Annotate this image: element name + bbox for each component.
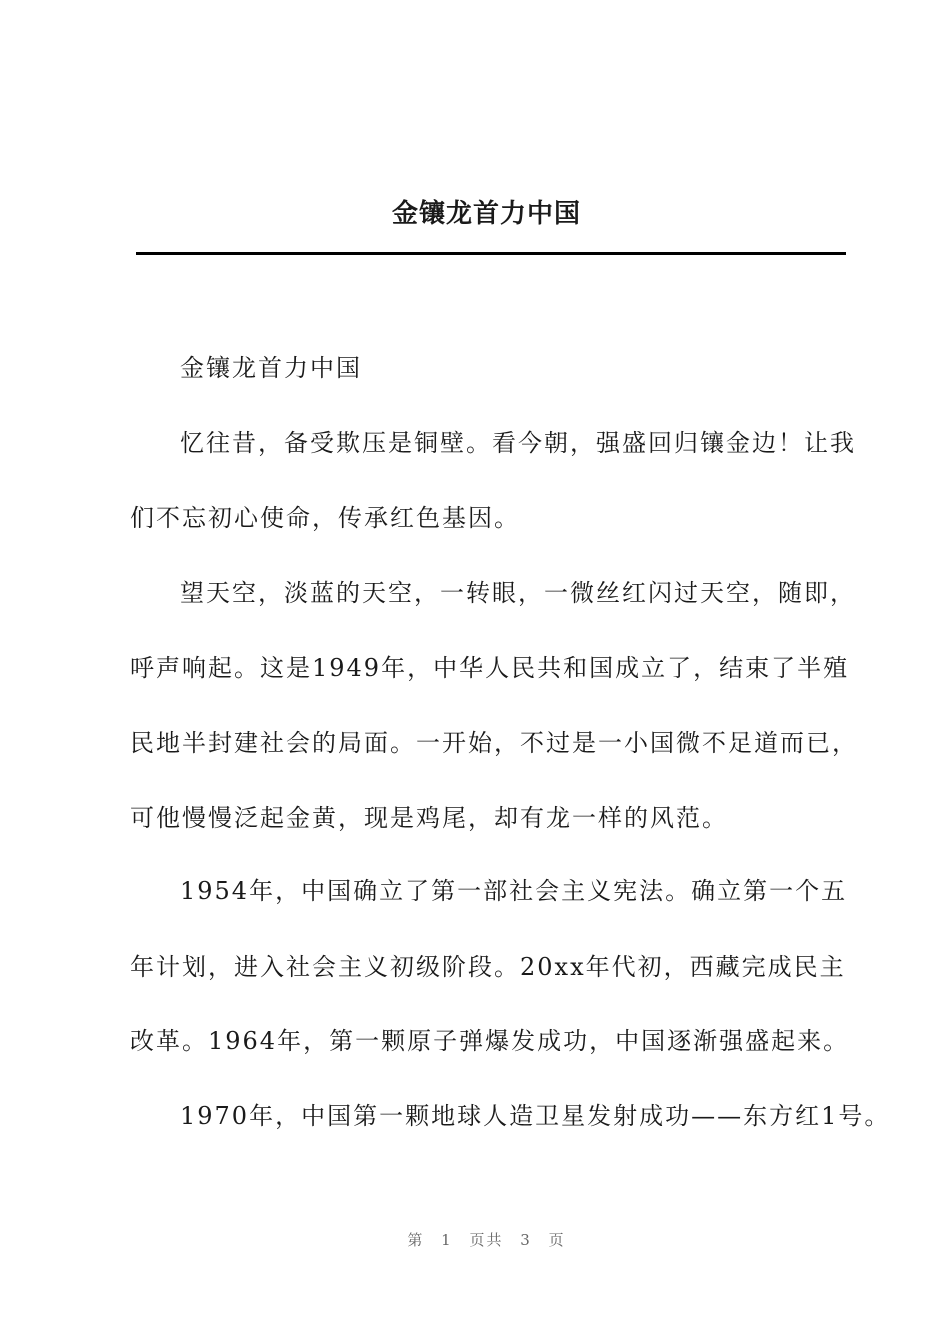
paragraph-line: 民地半封建社会的局面。一开始，不过是一小国微不足道而已， bbox=[130, 729, 858, 757]
paragraph-line: 望天空，淡蓝的天空，一转眼，一微丝红闪过天空，随即， bbox=[180, 579, 856, 607]
paragraph-line: 1970年，中国第一颗地球人造卫星发射成功——东方红1号。 bbox=[180, 1102, 891, 1130]
page-number-footer: 第 1 页共 3 页 bbox=[407, 1231, 566, 1249]
page-title: 金镶龙首力中国 bbox=[391, 199, 581, 229]
title-divider bbox=[136, 252, 846, 255]
paragraph-line: 可他慢慢泛起金黄，现是鸡尾，却有龙一样的风范。 bbox=[130, 804, 728, 832]
paragraph-line: 忆往昔，备受欺压是铜壁。看今朝，强盛回归镶金边！让我 bbox=[180, 429, 856, 457]
paragraph-line: 1954年，中国确立了第一部社会主义宪法。确立第一个五 bbox=[180, 877, 848, 905]
paragraph-line: 呼声响起。这是1949年，中华人民共和国成立了，结束了半殖 bbox=[130, 654, 850, 682]
paragraph-line: 金镶龙首力中国 bbox=[180, 354, 362, 382]
paragraph-line: 改革。1964年，第一颗原子弹爆发成功，中国逐渐强盛起来。 bbox=[130, 1027, 850, 1055]
paragraph-line: 年计划，进入社会主义初级阶段。20xx年代初，西藏完成民主 bbox=[130, 953, 846, 981]
paragraph-line: 们不忘初心使命，传承红色基因。 bbox=[130, 504, 520, 532]
